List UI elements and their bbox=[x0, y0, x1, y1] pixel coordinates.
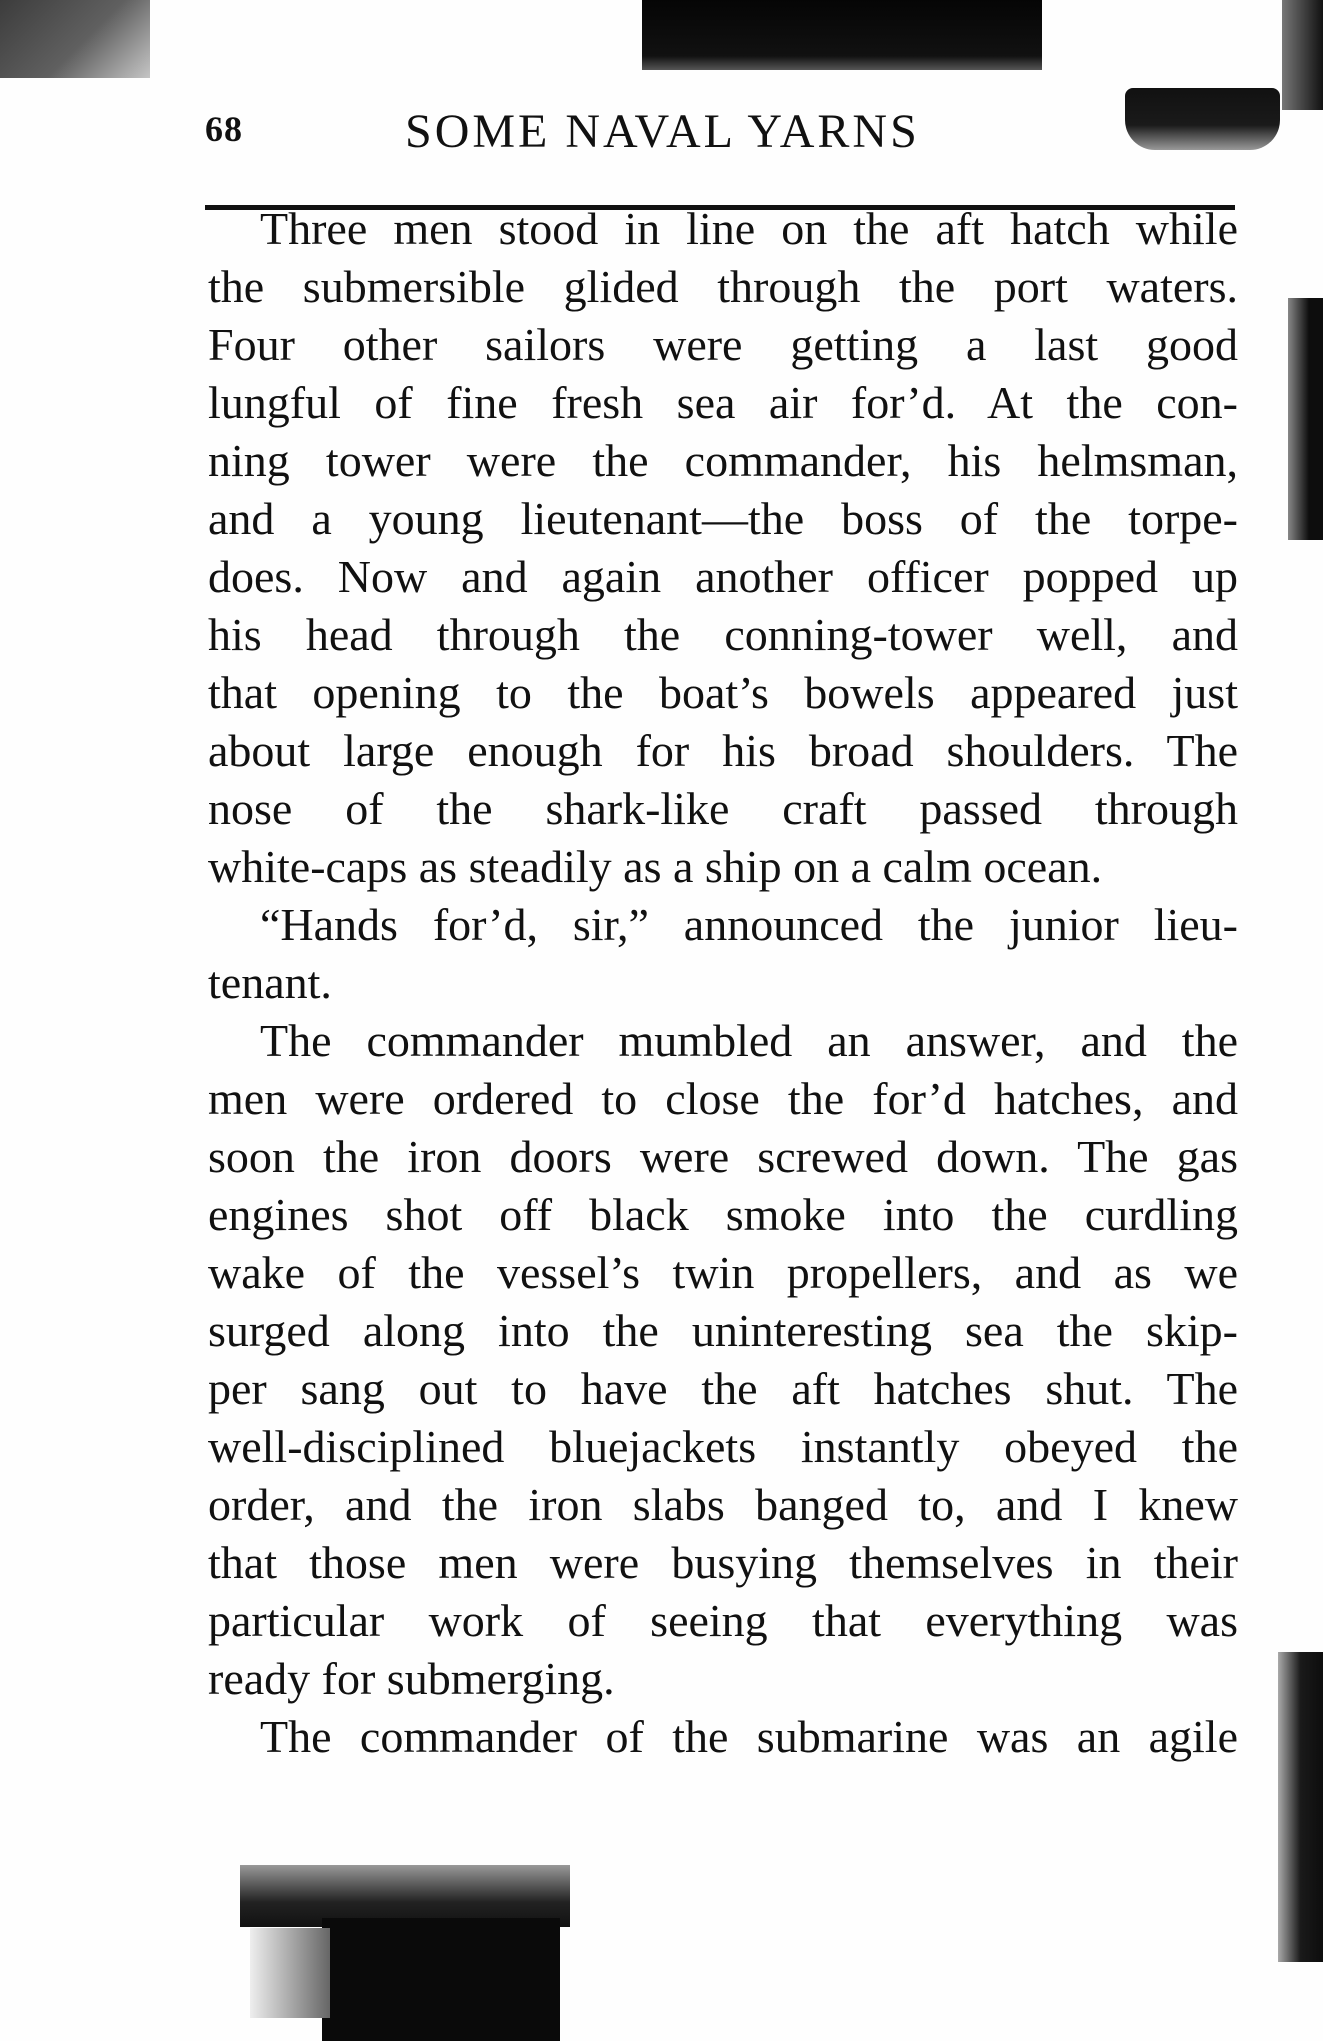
text-line: tenant. bbox=[208, 957, 332, 1008]
text-line: his head through the conning-tower well, and bbox=[208, 609, 1238, 660]
text-line: that opening to the boat’s bowels appeared just bbox=[208, 667, 1238, 718]
scan-artifact-top-right bbox=[1282, 0, 1323, 110]
body-text bbox=[208, 200, 1238, 1766]
running-title: SOME NAVAL YARNS bbox=[405, 105, 920, 158]
text-line: well-disciplined bluejackets instantly obeyed the bbox=[208, 1421, 1238, 1472]
paragraph bbox=[208, 1012, 1238, 1708]
text-line: white-caps as steadily as a ship on a calm ocean. bbox=[208, 841, 1103, 892]
scan-artifact-top-left bbox=[0, 0, 150, 78]
scan-artifact-bottom-block bbox=[322, 1918, 560, 2041]
page-number: 68 bbox=[205, 109, 243, 149]
text-line: lungful of fine fresh sea air for’d. At the con- bbox=[208, 377, 1238, 428]
text-line: wake of the vessel’s twin propellers, and as we bbox=[208, 1247, 1238, 1298]
text-line: the submersible glided through the port waters. bbox=[208, 261, 1238, 312]
text-line: “Hands for’d, sir,” announced the junior lieu- bbox=[260, 899, 1238, 950]
paragraph bbox=[208, 896, 1238, 1012]
text-line: engines shot off black smoke into the curdling bbox=[208, 1189, 1238, 1240]
text-line: soon the iron doors were screwed down. The gas bbox=[208, 1131, 1238, 1182]
text-line: ning tower were the commander, his helmsman, bbox=[208, 435, 1238, 486]
text-line: The commander of the submarine was an agile bbox=[260, 1711, 1238, 1762]
text-line: The commander mumbled an answer, and the bbox=[260, 1015, 1238, 1066]
text-line: that those men were busying themselves in their bbox=[208, 1537, 1238, 1588]
text-line: Four other sailors were getting a last good bbox=[208, 319, 1238, 370]
text-line: Three men stood in line on the aft hatch while bbox=[260, 203, 1238, 254]
text-line: order, and the iron slabs banged to, and I knew bbox=[208, 1479, 1238, 1530]
text-line: men were ordered to close the for’d hatches, and bbox=[208, 1073, 1238, 1124]
text-line: nose of the shark-like craft passed through bbox=[208, 783, 1238, 834]
scan-artifact-bottom-fade bbox=[250, 1928, 330, 2018]
text-line: about large enough for his broad shoulders. The bbox=[208, 725, 1238, 776]
text-line: ready for submerging. bbox=[208, 1653, 615, 1704]
text-line: particular work of seeing that everything was bbox=[208, 1595, 1238, 1646]
scan-artifact-right-low bbox=[1278, 1652, 1323, 1962]
text-line: and a young lieutenant—the boss of the torpe- bbox=[208, 493, 1238, 544]
paragraph bbox=[208, 1708, 1238, 1766]
scan-artifact-right-mid bbox=[1288, 298, 1323, 540]
scan-artifact-top-center bbox=[642, 0, 1042, 70]
text-line: does. Now and again another officer popped up bbox=[208, 551, 1238, 602]
text-line: per sang out to have the aft hatches shut. The bbox=[208, 1363, 1238, 1414]
text-line: surged along into the uninteresting sea the skip- bbox=[208, 1305, 1238, 1356]
running-head bbox=[205, 98, 1235, 162]
paragraph bbox=[208, 200, 1238, 896]
